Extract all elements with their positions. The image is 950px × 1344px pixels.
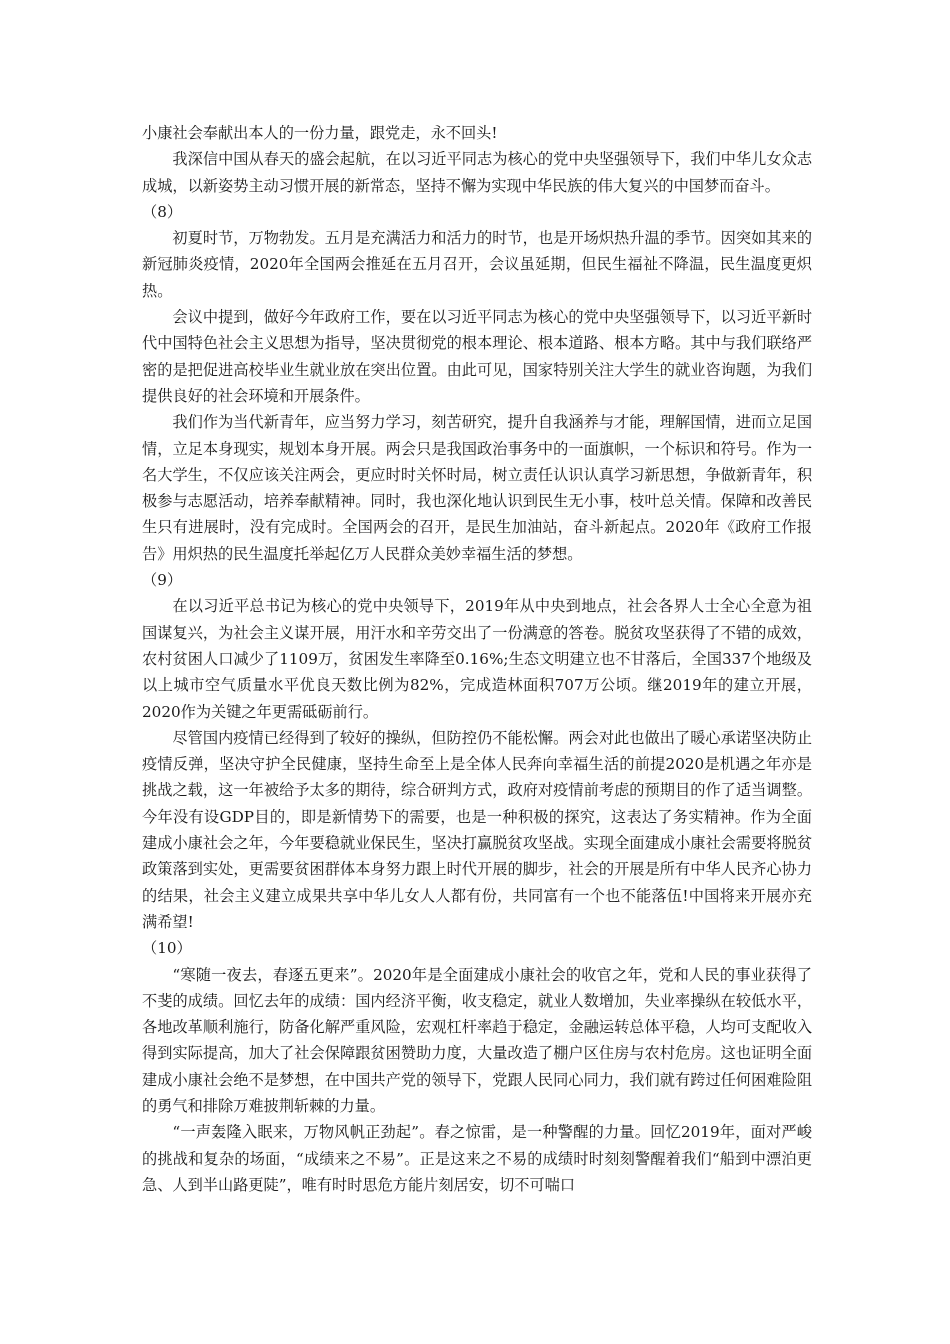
paragraph: 尽管国内疫情已经得到了较好的操纵，但防控仍不能松懈。两会对此也做出了暖心承诺坚决防止疫情反弹，坚决守护全民健康，坚持生命至上是全体人民奔向幸福生活的前提2020是机遇之年亦是挑战之载，这一年被给予太多的期待，综合研判方式，政府对疫情前考虑的预期目的作了适当调整。今年没有设GDP目的，即是新情势下的需要，也是一种积极的探究，这表达了务实精神。作为全面建成小康社会之年，今年要稳就业保民生，坚决打赢脱贫攻坚战。实现全面建成小康社会需要将脱贫政策落到实处，更需要贫困群体本身努力跟上时代开展的脚步，社会的开展是所有中华人民齐心协力的结果，社会主义建立成果共享中华儿女人人都有份，共同富有一个也不能落伍!中国将来开展亦充满希望! [142,728,812,931]
paragraph: 我深信中国从春天的盛会起航，在以习近平同志为核心的党中央坚强领导下，我们中华儿女众志成城，以新姿势主动习惯开展的新常态，坚持不懈为实现中华民族的伟大复兴的中国梦而奋斗。 [142,150,812,195]
paragraph-continuation: 小康社会奉献出本人的一份力量，跟党走，永不回头! [142,124,498,142]
paragraph: 初夏时节，万物勃发。五月是充满活力和活力的时节，也是开场炽热升温的季节。因突如其来的新冠肺炎疫情，2020年全国两会推延在五月召开，会议虽延期，但民生福祉不降温，民生温度更炽热。 [142,229,812,300]
section-number: （8） [142,202,183,221]
paragraph: “寒随一夜去，春逐五更来”。2020年是全面建成小康社会的收官之年，党和人民的事业获得了不斐的成绩。回忆去年的成绩：国内经济平衡，收支稳定，就业人数增加，失业率操纵在较低水平，各地改革顺利施行，防备化解严重风险，宏观杠杆率趋于稳定，金融运转总体平稳，人均可支配收入得到实际提高，加大了社会保障跟贫困赞助力度，大量改造了棚户区住房与农村危房。这也证明全面建成小康社会绝不是梦想，在中国共产党的领导下，党跟人民同心同力，我们就有跨过任何困难险阻的勇气和排除万难披荆斩棘的力量。 [142,965,812,1115]
section-number: （9） [142,571,183,590]
paragraph: “一声轰隆入眠来，万物风帆正劲起”。春之惊雷，是一种警醒的力量。回忆2019年，面对严峻的挑战和复杂的场面，“成绩来之不易”。正是这来之不易的成绩时时刻刻警醒着我们“船到中漂泊更急、人到半山路更陡”，唯有时时思危方能片刻居安，切不可喘口 [142,1123,812,1194]
section-number: （10） [142,939,192,958]
paragraph: 会议中提到，做好今年政府工作，要在以习近平同志为核心的党中央坚强领导下，以习近平新时代中国特色社会主义思想为指导，坚决贯彻党的根本理论、根本道路、根本方略。其中与我们联络严密的是把促进高校毕业生就业放在突出位置。由此可见，国家特别关注大学生的就业咨询题，为我们提供良好的社会环境和开展条件。 [142,308,812,405]
paragraph: 我们作为当代新青年，应当努力学习，刻苦研究，提升自我涵养与才能，理解国情，进而立足国情，立足本身现实，规划本身开展。两会只是我国政治事务中的一面旗帜，一个标识和符号。作为一名大学生，不仅应该关注两会，更应时时关怀时局，树立责任认识认真学习新思想，争做新青年，积极参与志愿活动，培养奉献精神。同时，我也深化地认识到民生无小事，枝叶总关情。保障和改善民生只有进展时，没有完成时。全国两会的召开，是民生加油站，奋斗新起点。2020年《政府工作报告》用炽热的民生温度托举起亿万人民群众美妙幸福生活的梦想。 [142,413,812,563]
paragraph: 在以习近平总书记为核心的党中央领导下，2019年从中央到地点，社会各界人士全心全意为祖国谋复兴，为社会主义谋开展，用汗水和辛劳交出了一份满意的答卷。脱贫攻坚获得了不错的成效，农村贫困人口减少了1109万，贫困发生率降至0.16%;生态文明建立也不甘落后，全国337个地级及以上城市空气质量水平优良天数比例为82%，完成造林面积707万公顷。继2019年的建立开展，2020作为关键之年更需砥砺前行。 [142,597,812,721]
document-page [142,120,812,1198]
